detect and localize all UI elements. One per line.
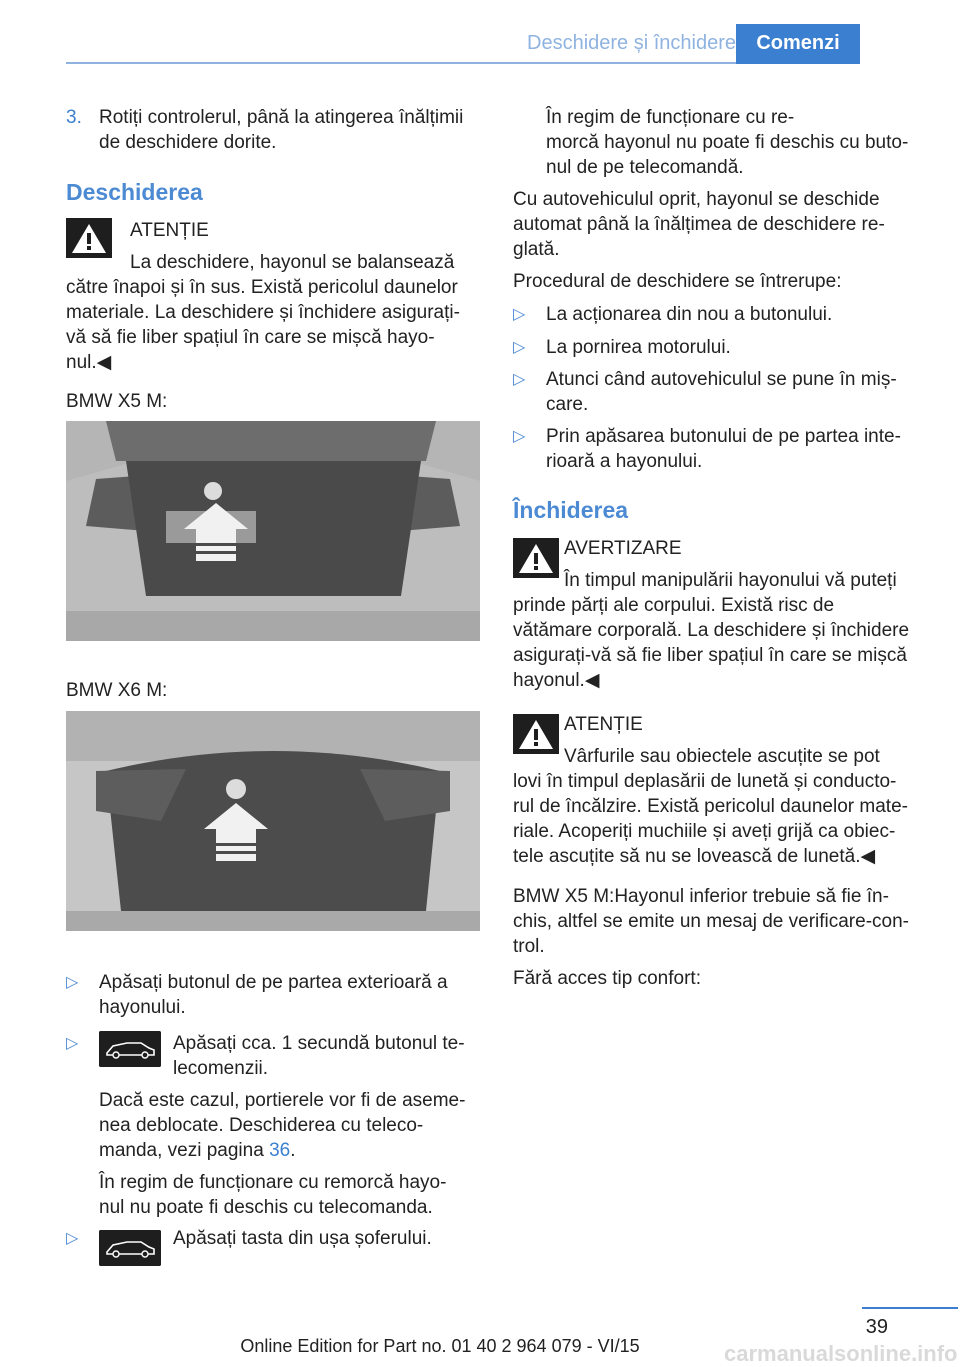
bullet-marker: ▷ <box>513 306 526 323</box>
bullet-marker: ▷ <box>513 371 526 388</box>
header-rule-accent <box>736 62 860 64</box>
warning-text-line: riale. Acoperiți muchiile și aveți grijă ca obiec- <box>513 821 896 842</box>
bullet-text-line: Atunci când autovehiculul se pune în miș- <box>546 369 897 390</box>
warning-text-line: nul.◀ <box>66 352 112 373</box>
warning-icon <box>513 538 559 578</box>
body-text-line: nea deblocate. Deschiderea cu teleco- <box>99 1115 424 1136</box>
bullet-marker: ▷ <box>66 974 79 991</box>
body-text-line: chis, altfel se emite un mesaj de verificare-con- <box>513 911 909 932</box>
bullet-text-line: La acționarea din nou a butonului. <box>546 304 833 325</box>
body-text-line-with-link <box>99 1138 295 1163</box>
step-text-line: de deschidere dorite. <box>99 132 277 153</box>
bullet-text-line: hayonului. <box>99 997 186 1018</box>
step-text-line: Rotiți controlerul, până la atingerea înălțimii <box>99 107 464 128</box>
warning-text-line: către înapoi și în sus. Există pericolul daunelor <box>66 277 458 298</box>
warning-text-line: materiale. La deschidere și închidere asigurați- <box>66 302 460 323</box>
body-text-line: automat până la înălțimea de deschidere re- <box>513 214 885 235</box>
bullet-text-line: Apăsați cca. 1 secundă butonul te- <box>173 1033 465 1054</box>
warning-text-line: asigurați-vă să fie liber spațiul în care se mișcă <box>513 645 907 666</box>
body-text-line: Procedural de deschidere se întrerupe: <box>513 271 842 292</box>
bullet-marker: ▷ <box>66 1230 79 1247</box>
warning-icon <box>66 218 112 258</box>
x6m-tailgate-illustration <box>66 711 480 931</box>
bullet-text-line: lecomenzii. <box>173 1058 269 1079</box>
bullet-text-line: Prin apăsarea butonului de pe partea inte- <box>546 426 901 447</box>
running-header-tab: Comenzi <box>736 24 860 62</box>
bullet-marker: ▷ <box>66 1035 79 1052</box>
bullet-text-line: care. <box>546 394 589 415</box>
body-text-line: trol. <box>513 936 545 957</box>
warning-title: ATENȚIE <box>130 220 209 241</box>
body-text-line: nul nu poate fi deschis cu telecomanda. <box>99 1197 433 1218</box>
section-heading-close: Închiderea <box>513 497 629 523</box>
page-reference-link[interactable]: 36 <box>269 1140 291 1161</box>
step-number: 3. <box>66 107 82 128</box>
warning-title: ATENȚIE <box>564 714 643 735</box>
body-text-line: Dacă este cazul, portierele vor fi de aseme- <box>99 1090 466 1111</box>
warning-title: AVERTIZARE <box>564 538 682 559</box>
body-text-fragment: . <box>290 1140 296 1161</box>
watermark: carmanualsonline.info <box>724 1341 958 1366</box>
body-text-fragment: manda, vezi pagina <box>99 1140 270 1161</box>
body-text-line: Fără acces tip confort: <box>513 968 701 989</box>
bullet-text-line: rioară a hayonului. <box>546 451 703 472</box>
warning-text-line: vătămare corporală. La deschidere și închidere <box>513 620 910 641</box>
model-label-x5m: BMW X5 M: <box>66 391 168 412</box>
x5m-tailgate-illustration <box>66 421 480 641</box>
body-text-line: În regim de funcționare cu re- <box>546 107 795 128</box>
warning-text-line: La deschidere, hayonul se balansează <box>130 252 455 273</box>
model-label-x6m: BMW X6 M: <box>66 680 168 701</box>
warning-text-line: rul de încălzire. Există pericolul daunelor mate- <box>513 796 908 817</box>
body-text-line: morcă hayonul nu poate fi deschis cu buto- <box>546 132 909 153</box>
bullet-text-line: Apăsați butonul de pe partea exterioară a <box>99 972 448 993</box>
remote-car-key-icon <box>99 1031 161 1067</box>
warning-text-line: vă să fie liber spațiul în care se mișcă hayo- <box>66 327 435 348</box>
body-text-line: În regim de funcționare cu remorcă hayo- <box>99 1172 447 1193</box>
warning-icon <box>513 714 559 754</box>
page-number: 39 <box>865 1316 888 1338</box>
bullet-marker: ▷ <box>513 428 526 445</box>
warning-text-line: În timpul manipulării hayonului vă puteți <box>564 570 897 591</box>
edition-text: Online Edition for Part no. 01 40 2 964 079 - VI/15 <box>240 1336 640 1356</box>
body-text-line: glată. <box>513 239 560 260</box>
warning-text-line: prinde părți ale corpului. Există risc de <box>513 595 835 616</box>
body-text-line: nul de pe telecomandă. <box>546 157 744 178</box>
bullet-text-line: La pornirea motorului. <box>546 337 731 358</box>
warning-text-line: tele ascuțite să nu se lovească de lunetă.◀ <box>513 846 876 867</box>
warning-text-line: lovi în timpul deplasării de lunetă și conducto- <box>513 771 897 792</box>
remote-car-key-icon <box>99 1230 161 1266</box>
warning-text-line: hayonul.◀ <box>513 670 600 691</box>
bullet-marker: ▷ <box>513 339 526 356</box>
body-text-line: Cu autovehiculul oprit, hayonul se deschide <box>513 189 880 210</box>
footer-rule <box>862 1307 958 1309</box>
body-text-line: BMW X5 M:Hayonul inferior trebuie să fie în- <box>513 886 889 907</box>
running-header-section: Deschidere și închidere <box>527 32 736 54</box>
section-heading-open: Deschiderea <box>66 179 203 205</box>
bullet-text-line: Apăsați tasta din ușa șoferului. <box>173 1228 432 1249</box>
warning-text-line: Vârfurile sau obiectele ascuțite se pot <box>564 746 880 767</box>
